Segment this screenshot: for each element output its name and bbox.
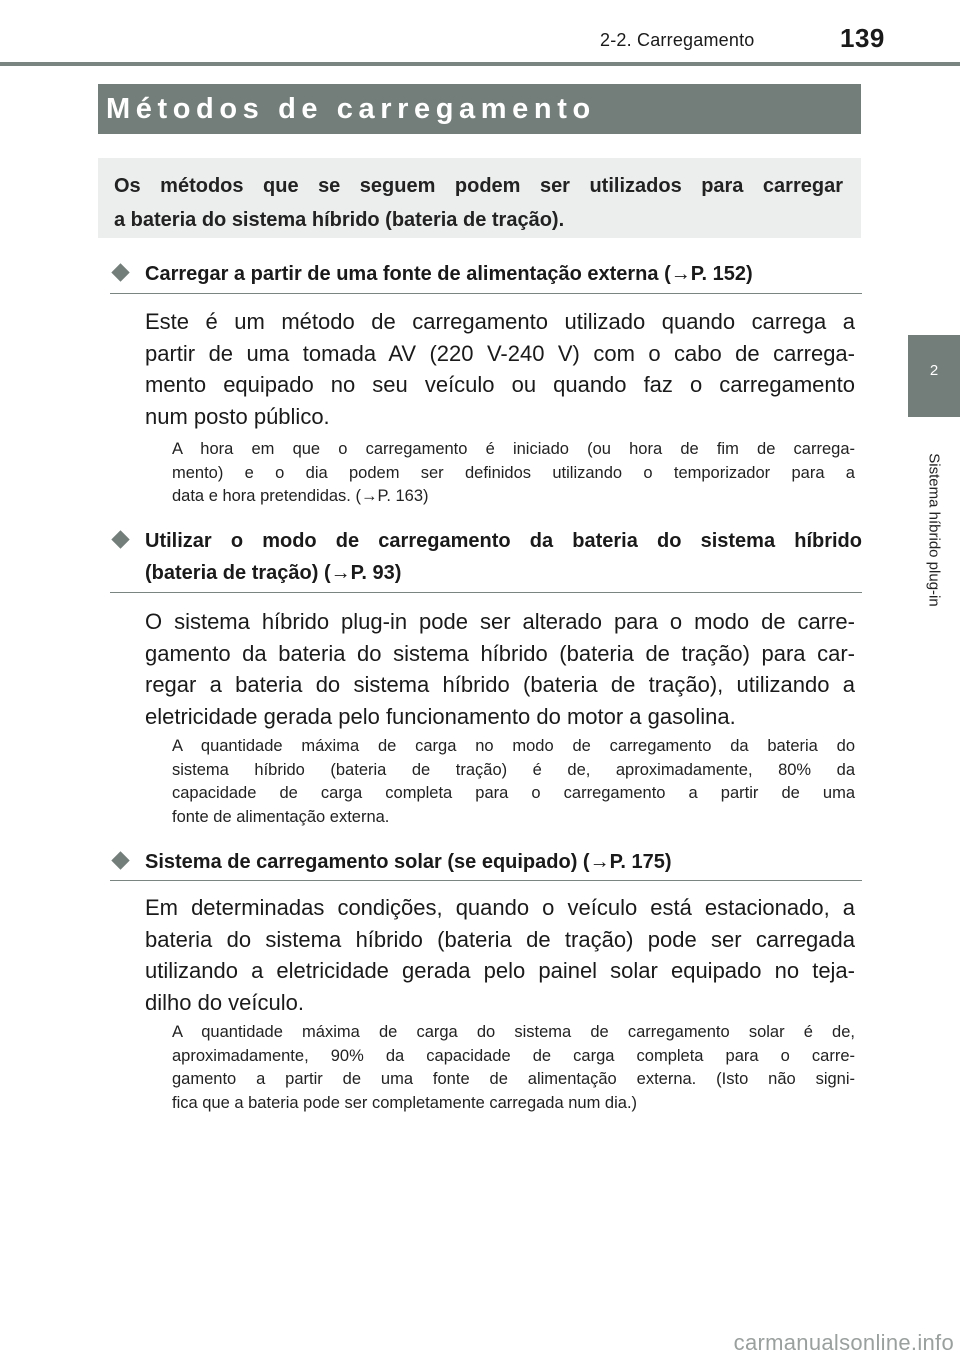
watermark: carmanualsonline.info: [733, 1330, 954, 1355]
heading-line: Utilizar o modo de carregamento da bateria do sistema híbrido: [145, 530, 862, 552]
section-body: [145, 306, 855, 432]
chapter-tab-label: Sistema híbrido plug-in: [925, 453, 943, 607]
note-line: gamento a partir de uma fonte de alimentação externa. (Isto não signi-: [172, 1070, 855, 1088]
heading-line: Carregar a partir de uma fonte de alimentação externa (→P. 152): [145, 263, 753, 285]
body-line: utilizando a eletricidade gerada pelo painel solar equipado no teja-: [145, 958, 855, 983]
note-line: A quantidade máxima de carga do sistema de carregamento solar é de,: [172, 1023, 855, 1041]
section-heading-external-charging: [110, 258, 862, 290]
intro-line: Os métodos que se seguem podem ser utilizados para carregar: [114, 175, 843, 197]
section-body: [145, 606, 855, 732]
body-line: eletricidade gerada pelo funcionamento do motor a gasolina.: [145, 703, 736, 729]
intro-box: [98, 158, 861, 238]
note-line: capacidade de carga completa para o carregamento a partir de uma: [172, 784, 855, 802]
section-heading-battery-charge-mode: [110, 525, 862, 589]
heading-line: Sistema de carregamento solar (se equipado) (→P. 175): [145, 851, 672, 873]
section-note: [172, 438, 855, 509]
body-line: Este é um método de carregamento utilizado quando carrega a: [145, 309, 855, 334]
body-line: num posto público.: [145, 403, 330, 429]
note-line: data e hora pretendidas. (→P. 163): [172, 487, 429, 505]
note-line: sistema híbrido (bateria de tração) é de, aproximadamente, 80% da: [172, 760, 855, 779]
header-section-title: 2-2. Carregamento: [600, 30, 755, 50]
body-line: mento equipado no seu veículo ou quando faz o carregamento: [145, 372, 855, 397]
note-line: mento) e o dia podem ser definidos utilizando o temporizador para a: [172, 463, 855, 482]
section-divider: [110, 880, 862, 881]
note-line: aproximadamente, 90% da capacidade de carga completa para o carre-: [172, 1046, 855, 1065]
chapter-tab[interactable]: 2: [908, 335, 960, 417]
body-line: Em determinadas condições, quando o veículo está estacionado, a: [145, 895, 855, 920]
section-heading-solar-charging: [110, 846, 862, 878]
body-line: gamento da bateria do sistema híbrido (bateria de tração) para car-: [145, 640, 855, 666]
intro-line: a bateria do sistema híbrido (bateria de tração).: [114, 209, 565, 231]
section-note: [172, 1021, 855, 1115]
header-divider: [0, 62, 960, 66]
page-title: Métodos de carregamento: [98, 84, 861, 134]
note-line: A quantidade máxima de carga no modo de carregamento da bateria do: [172, 737, 855, 755]
body-line: regar a bateria do sistema híbrido (bateria de tração), utilizando a: [145, 672, 855, 697]
section-divider: [110, 293, 862, 294]
section-note: [172, 735, 855, 829]
body-line: O sistema híbrido plug-in pode ser alterado para o modo de carre-: [145, 609, 855, 634]
note-line: fica que a bateria pode ser completamente carregada num dia.): [172, 1093, 638, 1112]
note-line: A hora em que o carregamento é iniciado (ou hora de fim de carrega-: [172, 440, 855, 458]
page-number: 139: [840, 23, 885, 53]
section-divider: [110, 592, 862, 593]
note-line: fonte de alimentação externa.: [172, 807, 390, 826]
heading-line: (bateria de tração) (→P. 93): [145, 562, 402, 584]
body-line: dilho do veículo.: [145, 989, 304, 1015]
body-line: bateria do sistema híbrido (bateria de tração) pode ser carregada: [145, 926, 855, 952]
body-line: partir de uma tomada AV (220 V-240 V) com o cabo de carrega-: [145, 340, 855, 366]
section-body: [145, 892, 855, 1018]
